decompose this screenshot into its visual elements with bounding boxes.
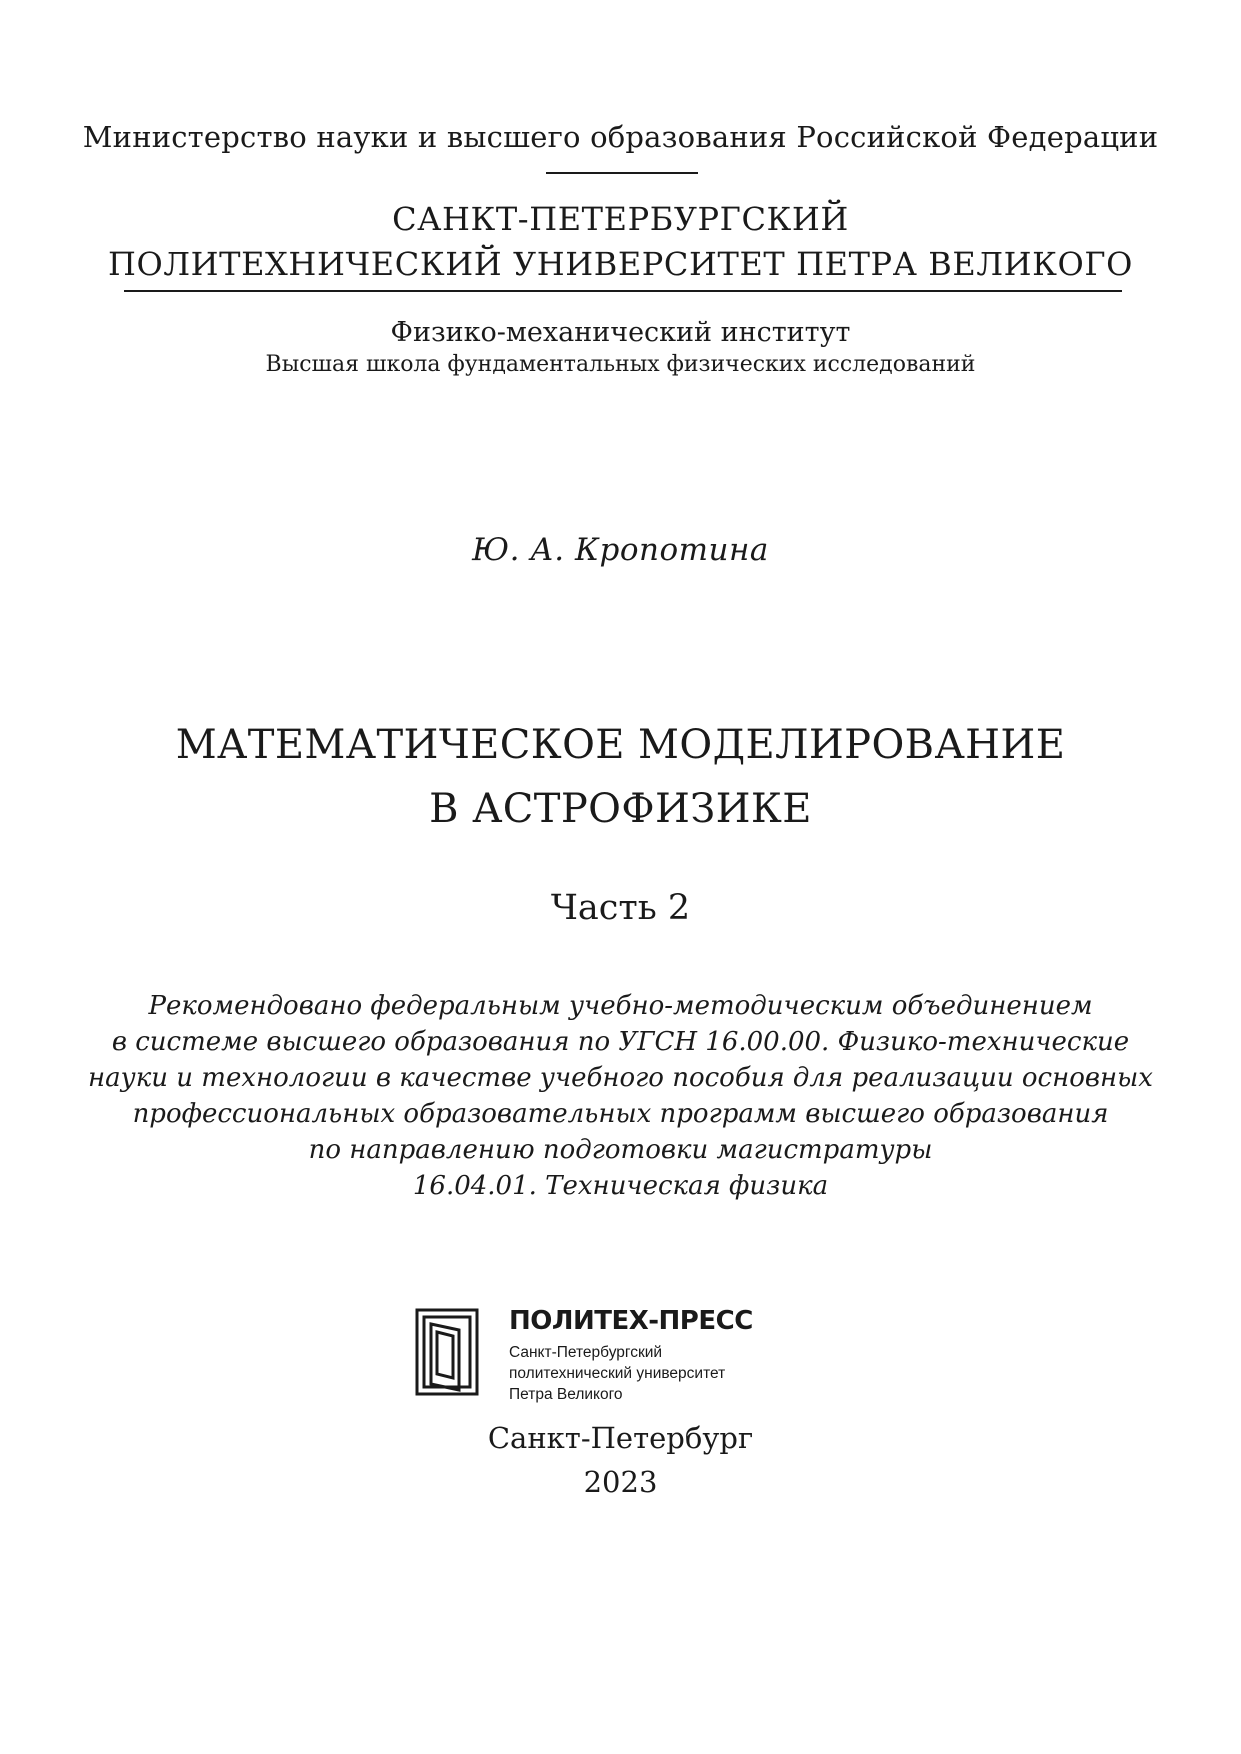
- publisher-subtitle-line1: Санкт-Петербургский: [509, 1344, 663, 1361]
- imprint-year: 2023: [583, 1465, 658, 1499]
- book-title-line1: МАТЕМАТИЧЕСКОЕ МОДЕЛИРОВАНИЕ: [175, 722, 1066, 768]
- university-name-line1: САНКТ-ПЕТЕРБУРГСКИЙ: [392, 200, 849, 238]
- recommendation-block: [0, 988, 1241, 1204]
- recommendation-line: науки и технологии в качестве учебного пособия для реализации основных: [88, 1063, 1153, 1093]
- school-name: Высшая школа фундаментальных физических исследований: [265, 352, 976, 377]
- recommendation-line: Рекомендовано федеральным учебно-методическим объединением: [148, 991, 1093, 1021]
- institute-name: Физико-механический институт: [390, 317, 851, 348]
- short-divider: [546, 172, 698, 174]
- book-part: Часть 2: [550, 888, 691, 928]
- ministry-line: Министерство науки и высшего образования Российской Федерации: [82, 120, 1159, 154]
- imprint-city: Санкт-Петербург: [487, 1421, 754, 1455]
- university-name-line2: ПОЛИТЕХНИЧЕСКИЙ УНИВЕРСИТЕТ ПЕТРА ВЕЛИКОГО: [108, 245, 1133, 283]
- book-title-line2: В АСТРОФИЗИКЕ: [429, 786, 812, 832]
- publisher-subtitle-line2: политехнический университет: [509, 1365, 726, 1382]
- recommendation-line: в системе высшего образования по УГСН 16.00.00. Физико-технические: [111, 1027, 1130, 1057]
- publisher-subtitle-line3: Петра Великого: [509, 1386, 623, 1403]
- long-divider: [124, 290, 1122, 292]
- recommendation-line: профессиональных образовательных программ высшего образования: [132, 1099, 1109, 1129]
- publisher-name: ПОЛИТЕХ-ПРЕСС: [509, 1306, 753, 1336]
- author-name: Ю. А. Кропотина: [472, 532, 769, 568]
- publisher-logo: [415, 1306, 753, 1406]
- book-frame-icon: [415, 1308, 479, 1396]
- recommendation-line: по направлению подготовки магистратуры: [308, 1135, 933, 1165]
- recommendation-line: 16.04.01. Техническая физика: [412, 1171, 829, 1201]
